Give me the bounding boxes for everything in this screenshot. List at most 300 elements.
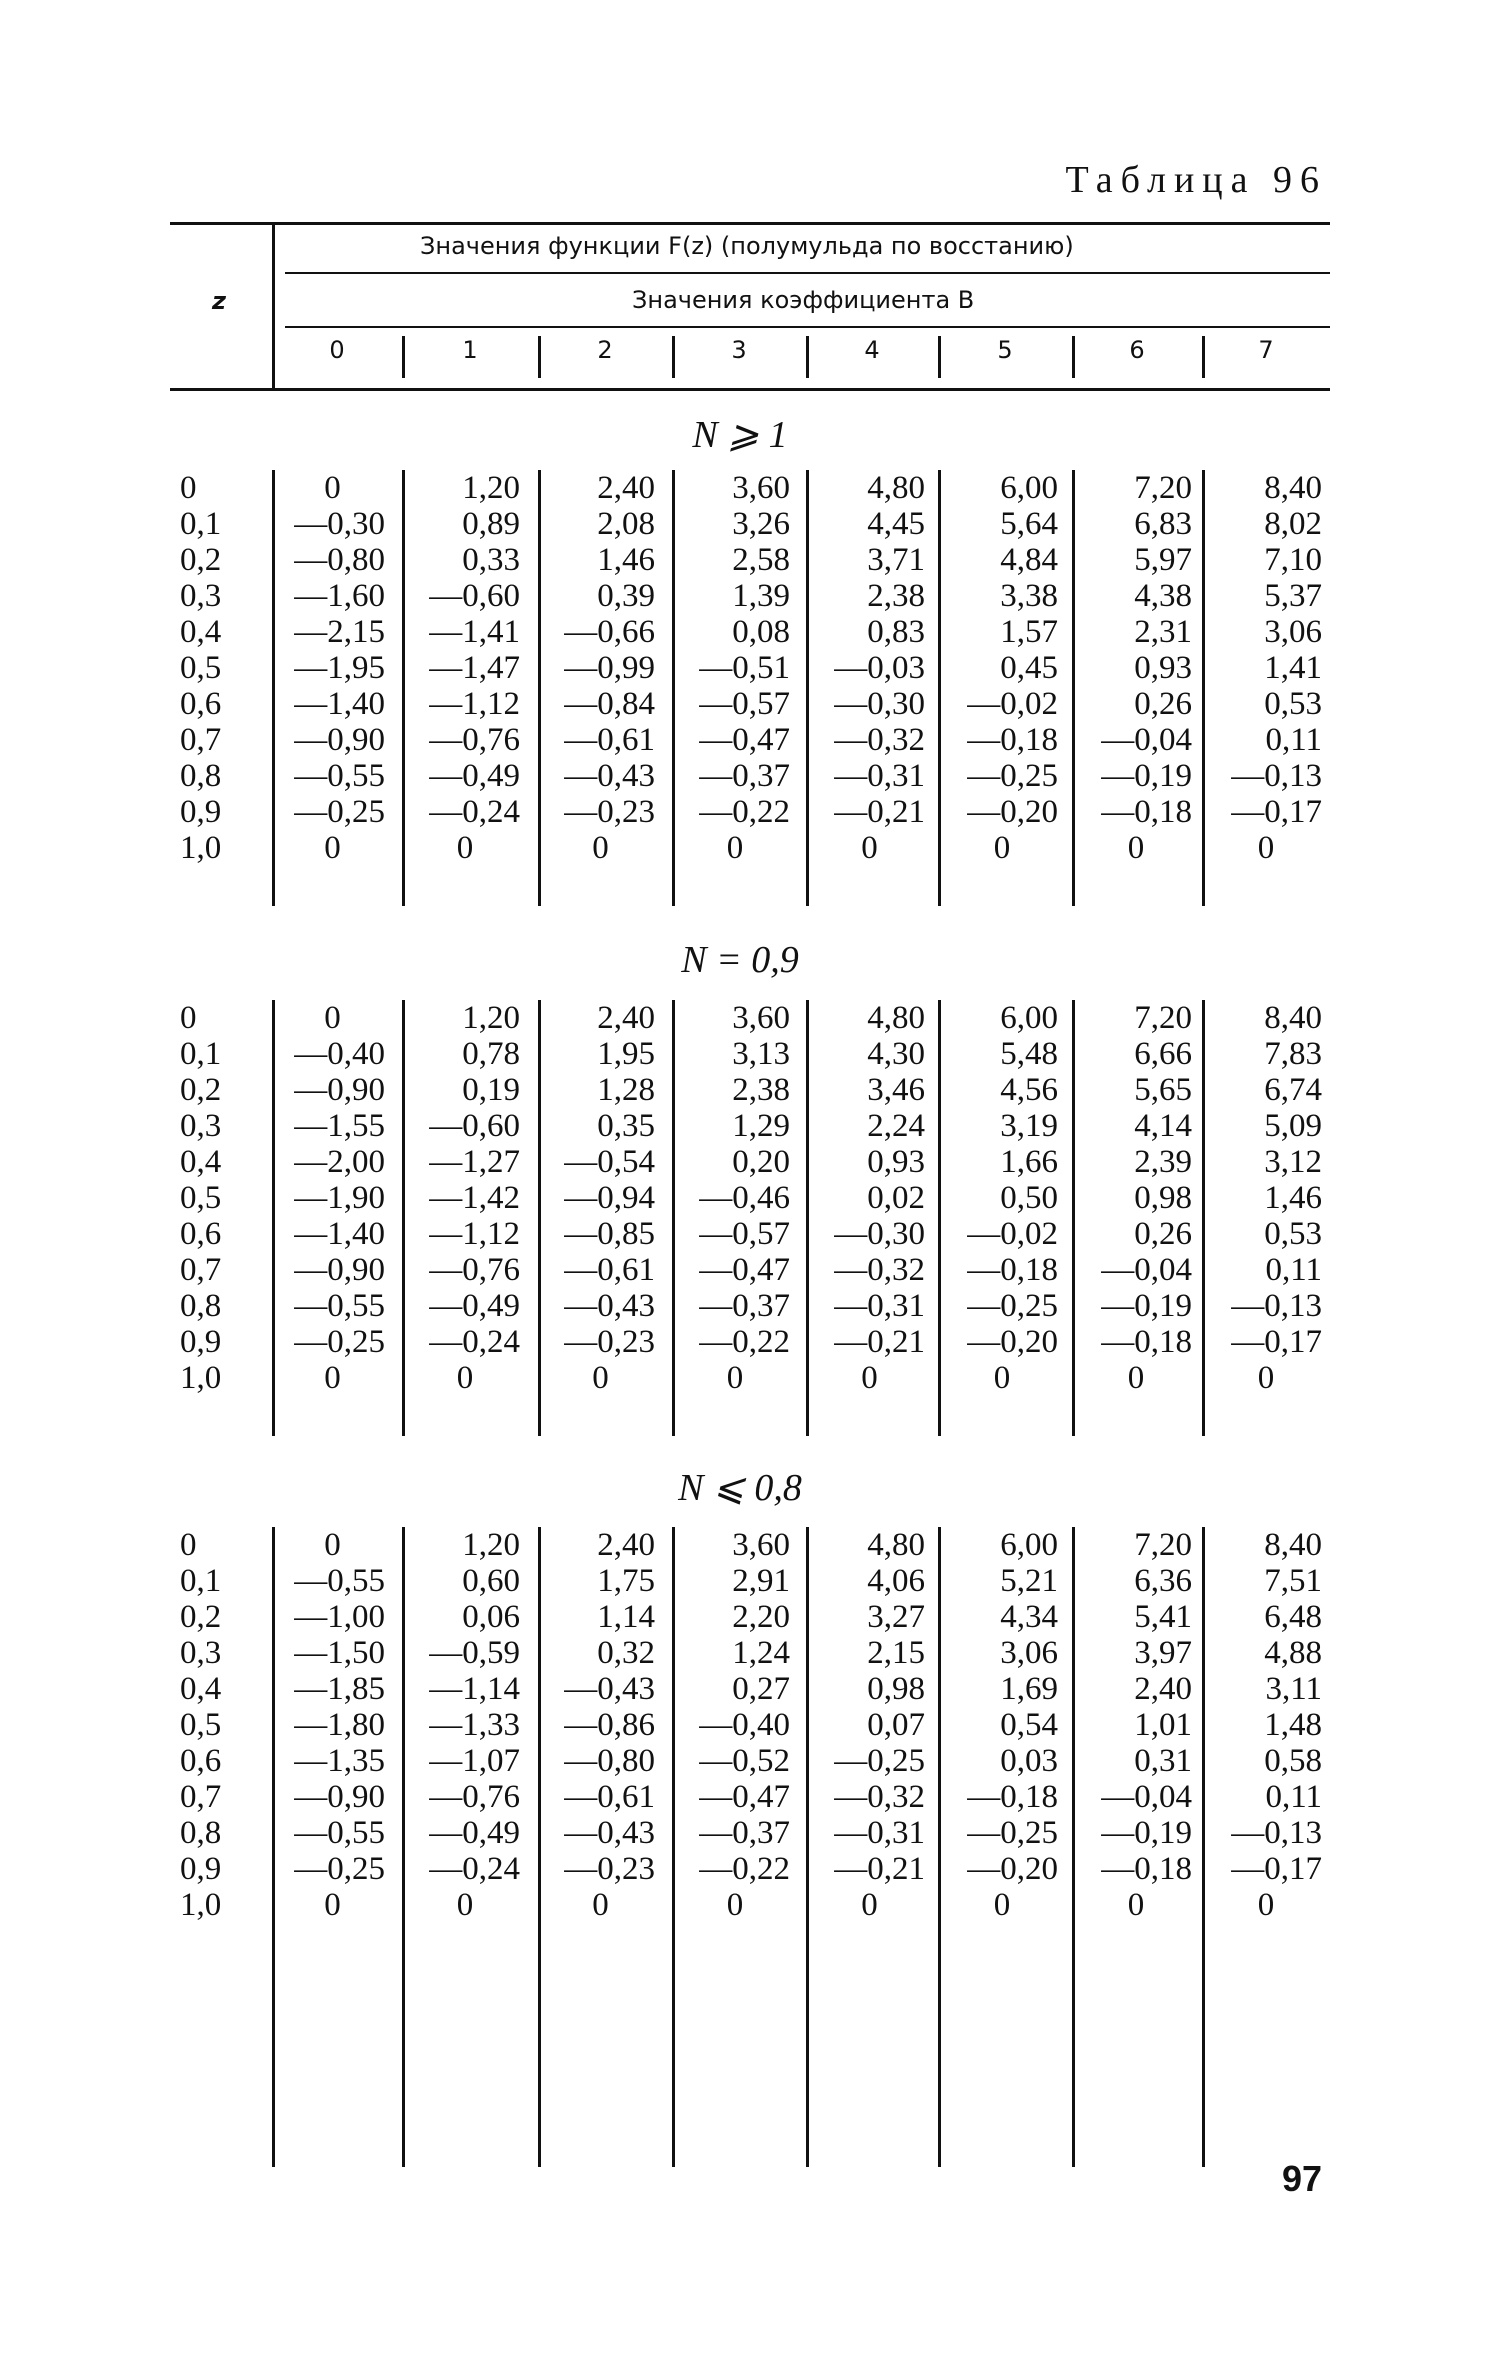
table-cell: 3,19 [1000,1108,1058,1144]
table-cell: 0,32 [597,1635,655,1671]
table-cell: 0,08 [732,614,790,650]
table-cell: 4,80 [867,1527,925,1563]
table-cell: 1,69 [1000,1671,1058,1707]
table-cell: 0,83 [867,614,925,650]
table-cell: 1,20 [462,1000,520,1036]
value-column [814,1527,925,1923]
z-value: 1,0 [180,1887,222,1923]
table-cell: —0,04 [1101,1779,1192,1815]
table-cell: —0,37 [699,1288,790,1324]
table-cell: 1,46 [1264,1180,1322,1216]
table-cell: —0,20 [967,794,1058,830]
value-column [946,470,1058,866]
table-cell: 3,06 [1000,1635,1058,1671]
table-cell: 3,26 [732,506,790,542]
table-cell: —0,13 [1231,1815,1322,1851]
z-value-column [180,1000,221,1396]
table-cell: 4,84 [1000,542,1058,578]
table-cell: —1,80 [294,1707,385,1743]
table-cell: —0,76 [429,722,520,758]
column-divider [272,1000,275,1436]
table-cell: —0,18 [1101,794,1192,830]
table-title: Таблица 96 [1065,159,1327,201]
table-cell: 5,37 [1264,578,1322,614]
table-cell: 0,93 [867,1144,925,1180]
value-column [680,1000,790,1396]
table-cell: 0 [993,1360,1011,1396]
table-cell: —0,54 [564,1144,655,1180]
coef-column-header: 2 [597,336,613,364]
table-cell: —0,21 [834,794,925,830]
value-column [410,1000,520,1396]
table-cell: 7,10 [1264,542,1322,578]
table-cell: 0 [726,830,744,866]
z-value: 0,6 [180,686,222,722]
table-cell: 0,35 [597,1108,655,1144]
table-cell: —1,27 [429,1144,520,1180]
table-cell: 7,20 [1134,1000,1192,1036]
table-cell: —0,40 [294,1036,385,1072]
table-cell: 0,89 [462,506,520,542]
table-cell: 2,31 [1134,614,1192,650]
column-divider [402,1000,405,1436]
table-cell: 0 [861,1360,878,1396]
header-top-rule [170,222,1330,225]
table-cell: —0,32 [834,1252,925,1288]
z-value: 0,3 [180,1635,222,1671]
table-cell: —1,85 [294,1671,385,1707]
table-cell: 1,24 [732,1635,790,1671]
table-cell: —1,41 [429,614,520,650]
header-column-divider [402,336,405,378]
table-cell: —0,49 [429,758,520,794]
table-cell: 0 [1127,830,1145,866]
page-number: 97 [1281,2158,1322,2199]
value-column [1080,470,1192,866]
table-cell: —0,52 [699,1743,790,1779]
z-value: 0,1 [180,1563,222,1599]
table-cell: —0,85 [564,1216,655,1252]
coef-column-header: 5 [997,336,1013,364]
table-cell: 1,01 [1134,1707,1192,1743]
table-cell: —0,51 [699,650,790,686]
column-divider [938,470,941,906]
z-value: 1,0 [180,1360,222,1396]
table-cell: 3,46 [867,1072,925,1108]
table-cell: 0 [1127,1360,1145,1396]
coef-column-header: 6 [1129,336,1145,364]
table-cell: —0,25 [834,1743,925,1779]
value-column [280,1000,385,1396]
table-cell: 4,80 [867,470,925,506]
table-cell: —0,31 [834,1288,925,1324]
table-cell: 0 [324,1000,341,1036]
table-cell: —0,43 [564,1671,655,1707]
table-cell: 8,40 [1264,470,1322,506]
table-cell: 0 [592,1887,609,1923]
table-cell: 3,71 [867,542,925,578]
table-cell: 3,27 [867,1599,925,1635]
table-cell: 0,98 [1134,1180,1192,1216]
table-cell: 0,98 [867,1671,925,1707]
table-cell: —0,25 [294,1324,385,1360]
value-column [814,470,925,866]
z-value: 0,7 [180,1252,222,1288]
table-cell: 0,07 [867,1707,925,1743]
z-value: 0,2 [180,1072,222,1108]
table-cell: —0,19 [1101,1815,1192,1851]
table-cell: —0,25 [967,1288,1058,1324]
value-column [1210,1527,1322,1923]
table-cell: 0 [324,470,341,506]
table-cell: —1,50 [294,1635,385,1671]
table-cell: —1,90 [294,1180,385,1216]
table-cell: —1,00 [294,1599,385,1635]
table-cell: 0 [1257,830,1275,866]
table-cell: —1,40 [294,686,385,722]
table-cell: 0,02 [867,1180,925,1216]
table-cell: 5,65 [1134,1072,1192,1108]
table-cell: —1,14 [429,1671,520,1707]
column-divider [538,470,541,906]
table-cell: —0,20 [967,1851,1058,1887]
table-cell: 6,00 [1000,1527,1058,1563]
table-cell: 1,95 [597,1036,655,1072]
table-cell: —0,19 [1101,758,1192,794]
header-column-divider [1072,336,1075,378]
table-cell: —0,47 [699,1252,790,1288]
table-cell: 5,48 [1000,1036,1058,1072]
z-value: 0,2 [180,1599,222,1635]
coefficient-header: Значения коэффициента B [632,286,975,314]
table-cell: 4,06 [867,1563,925,1599]
z-value: 0,7 [180,1779,222,1815]
table-cell: —1,35 [294,1743,385,1779]
table-cell: —0,18 [967,1252,1058,1288]
table-cell: 5,09 [1264,1108,1322,1144]
function-header: Значения функции F(z) (полумульда по восстанию) [420,232,1074,260]
z-value: 0,5 [180,1180,222,1216]
table-cell: —0,43 [564,1288,655,1324]
header-column-divider [938,336,941,378]
table-cell: 1,57 [1000,614,1058,650]
z-value: 0,5 [180,650,222,686]
table-cell: 0,20 [732,1144,790,1180]
table-cell: 3,38 [1000,578,1058,614]
table-cell: —0,76 [429,1779,520,1815]
table-cell: —0,47 [699,722,790,758]
table-cell: 2,20 [732,1599,790,1635]
z-value: 0,4 [180,1671,222,1707]
value-column [814,1000,925,1396]
table-cell: 0 [324,830,341,866]
table-cell: 2,40 [597,1000,655,1036]
table-cell: —0,18 [1101,1851,1192,1887]
table-cell: —0,49 [429,1288,520,1324]
table-cell: 1,41 [1264,650,1322,686]
table-cell: 0,78 [462,1036,520,1072]
value-column [946,1527,1058,1923]
table-cell: 7,20 [1134,470,1192,506]
table-cell: 1,46 [597,542,655,578]
table-cell: —0,37 [699,1815,790,1851]
table-cell: 0,11 [1265,722,1322,758]
z-value: 0,3 [180,1108,222,1144]
table-cell: 0,19 [462,1072,520,1108]
z-value: 0,1 [180,1036,222,1072]
column-divider [806,1000,809,1436]
table-cell: —0,03 [834,650,925,686]
table-cell: 0,93 [1134,650,1192,686]
z-value: 0,6 [180,1743,222,1779]
table-cell: —0,18 [967,1779,1058,1815]
table-cell: 2,40 [1134,1671,1192,1707]
column-divider [1202,1527,1205,2167]
table-cell: 1,66 [1000,1144,1058,1180]
coef-column-header: 7 [1258,336,1274,364]
table-cell: 1,14 [597,1599,655,1635]
table-cell: 0,11 [1265,1779,1322,1815]
table-cell: 0 [456,1887,474,1923]
z-value: 0,9 [180,1851,222,1887]
table-cell: 0 [324,1887,341,1923]
table-cell: 4,80 [867,1000,925,1036]
table-cell: 8,02 [1264,506,1322,542]
table-cell: 2,24 [867,1108,925,1144]
value-column [546,1527,655,1923]
z-value: 0,8 [180,758,222,794]
table-cell: 1,29 [732,1108,790,1144]
z-value: 0,6 [180,1216,222,1252]
table-cell: 0,54 [1000,1707,1058,1743]
value-column [410,470,520,866]
coef-column-header: 3 [731,336,747,364]
z-value: 1,0 [180,830,222,866]
table-cell: 0,53 [1264,1216,1322,1252]
table-cell: 0 [1257,1887,1275,1923]
table-cell: —0,43 [564,1815,655,1851]
table-cell: 0 [861,1887,878,1923]
table-cell: —0,80 [294,542,385,578]
table-cell: —0,13 [1231,1288,1322,1324]
column-divider [672,1527,675,2167]
z-value-column [180,1527,221,1923]
table-cell: 6,00 [1000,470,1058,506]
table-cell: —0,90 [294,722,385,758]
column-divider [806,1527,809,2167]
table-cell: 1,48 [1264,1707,1322,1743]
table-cell: —0,47 [699,1779,790,1815]
section-label: N ⩾ 1 [692,414,788,456]
table-cell: 4,14 [1134,1108,1192,1144]
value-column [946,1000,1058,1396]
table-cell: 6,66 [1134,1036,1192,1072]
table-cell: —0,25 [967,758,1058,794]
section-label: N = 0,9 [681,939,799,981]
value-column [410,1527,520,1923]
z-value: 0,2 [180,542,222,578]
table-cell: —1,42 [429,1180,520,1216]
table-cell: —0,46 [699,1180,790,1216]
table-cell: 0 [456,830,474,866]
column-divider [1202,470,1205,906]
table-cell: 6,83 [1134,506,1192,542]
table-cell: 1,28 [597,1072,655,1108]
table-cell: 5,41 [1134,1599,1192,1635]
value-column [680,470,790,866]
table-cell: —0,13 [1231,758,1322,794]
table-cell: —0,25 [294,1851,385,1887]
table-cell: 0 [726,1887,744,1923]
table-cell: 1,75 [597,1563,655,1599]
value-column [1210,1000,1322,1396]
column-divider [938,1000,941,1436]
header-z-divider [272,222,275,388]
table-cell: 6,36 [1134,1563,1192,1599]
table-cell: —0,30 [834,1216,925,1252]
value-column [680,1527,790,1923]
table-cell: 0,31 [1134,1743,1192,1779]
coef-column-header: 4 [864,336,880,364]
column-divider [1072,470,1075,906]
table-cell: 1,20 [462,1527,520,1563]
table-cell: —0,19 [1101,1288,1192,1324]
table-cell: —0,21 [834,1851,925,1887]
table-cell: —0,24 [429,1324,520,1360]
table-cell: —0,30 [834,686,925,722]
column-divider [402,1527,405,2167]
table-cell: 0,33 [462,542,520,578]
table-cell: —0,84 [564,686,655,722]
table-cell: 0,03 [1000,1743,1058,1779]
table-cell: 0,26 [1134,686,1192,722]
table-cell: —0,23 [564,1851,655,1887]
z-value: 0,5 [180,1707,222,1743]
table-cell: 4,30 [867,1036,925,1072]
table-cell: —0,21 [834,1324,925,1360]
table-cell: 0 [324,1360,341,1396]
table-cell: —2,15 [294,614,385,650]
z-value: 0,9 [180,794,222,830]
value-column [280,1527,385,1923]
coef-rule [285,326,1330,328]
table-cell: —0,31 [834,758,925,794]
z-value: 0,8 [180,1288,222,1324]
table-cell: 2,40 [597,1527,655,1563]
column-divider [1072,1000,1075,1436]
table-cell: —0,17 [1231,794,1322,830]
table-cell: —1,47 [429,650,520,686]
table-cell: —0,94 [564,1180,655,1216]
table-cell: —0,59 [429,1635,520,1671]
table-cell: —0,04 [1101,1252,1192,1288]
table-cell: —0,55 [294,1815,385,1851]
table-cell: 0 [726,1360,744,1396]
table-cell: 4,34 [1000,1599,1058,1635]
table-cell: 3,60 [732,1000,790,1036]
value-column [1210,470,1322,866]
table-cell: 8,40 [1264,1527,1322,1563]
column-divider [1202,1000,1205,1436]
table-cell: 0,60 [462,1563,520,1599]
table-cell: —0,31 [834,1815,925,1851]
table-cell: 0,50 [1000,1180,1058,1216]
table-cell: 2,40 [597,470,655,506]
table-cell: —0,25 [294,794,385,830]
table-cell: —0,32 [834,1779,925,1815]
table-cell: —0,18 [1101,1324,1192,1360]
column-divider [272,1527,275,2167]
table-cell: 3,97 [1134,1635,1192,1671]
value-column [546,1000,655,1396]
table-cell: 5,21 [1000,1563,1058,1599]
table-cell: 2,15 [867,1635,925,1671]
table-cell: 1,20 [462,470,520,506]
value-column [546,470,655,866]
table-cell: 7,83 [1264,1036,1322,1072]
table-cell: —1,40 [294,1216,385,1252]
table-cell: —0,37 [699,758,790,794]
value-column [280,470,385,866]
table-cell: 4,45 [867,506,925,542]
table-cell: —0,22 [699,794,790,830]
column-divider [402,470,405,906]
z-header: z [212,287,226,315]
table-cell: —0,90 [294,1252,385,1288]
table-cell: 4,88 [1264,1635,1322,1671]
table-cell: —0,61 [564,1252,655,1288]
table-cell: —1,12 [429,686,520,722]
table-cell: 3,12 [1264,1144,1322,1180]
z-value: 0,9 [180,1324,222,1360]
table-cell: —2,00 [294,1144,385,1180]
table-cell: 0,53 [1264,686,1322,722]
table-cell: —0,17 [1231,1324,1322,1360]
table-cell: 3,60 [732,1527,790,1563]
table-cell: 0 [1257,1360,1275,1396]
table-cell: 0,58 [1264,1743,1322,1779]
table-cell: —0,55 [294,1563,385,1599]
table-cell: 6,48 [1264,1599,1322,1635]
table-cell: —0,57 [699,686,790,722]
table-cell: 0,11 [1265,1252,1322,1288]
column-divider [806,470,809,906]
z-value: 0 [180,1000,197,1036]
table-cell: 3,60 [732,470,790,506]
table-cell: 0,45 [1000,650,1058,686]
table-cell: —0,20 [967,1324,1058,1360]
table-cell: —0,61 [564,1779,655,1815]
table-cell: —0,22 [699,1851,790,1887]
table-cell: 3,13 [732,1036,790,1072]
table-cell: —0,25 [967,1815,1058,1851]
value-column [1080,1527,1192,1923]
table-cell: —0,76 [429,1252,520,1288]
table-cell: —1,12 [429,1216,520,1252]
z-value: 0,8 [180,1815,222,1851]
section-label: N ⩽ 0,8 [678,1467,802,1509]
table-cell: 2,08 [597,506,655,542]
table-cell: —1,33 [429,1707,520,1743]
table-cell: 0 [456,1360,474,1396]
table-cell: —0,66 [564,614,655,650]
table-cell: 0,26 [1134,1216,1192,1252]
table-cell: —1,55 [294,1108,385,1144]
z-value: 0,4 [180,1144,222,1180]
table-cell: 0 [592,1360,609,1396]
coef-column-header: 1 [462,336,478,364]
header-bottom-rule [170,388,1330,391]
